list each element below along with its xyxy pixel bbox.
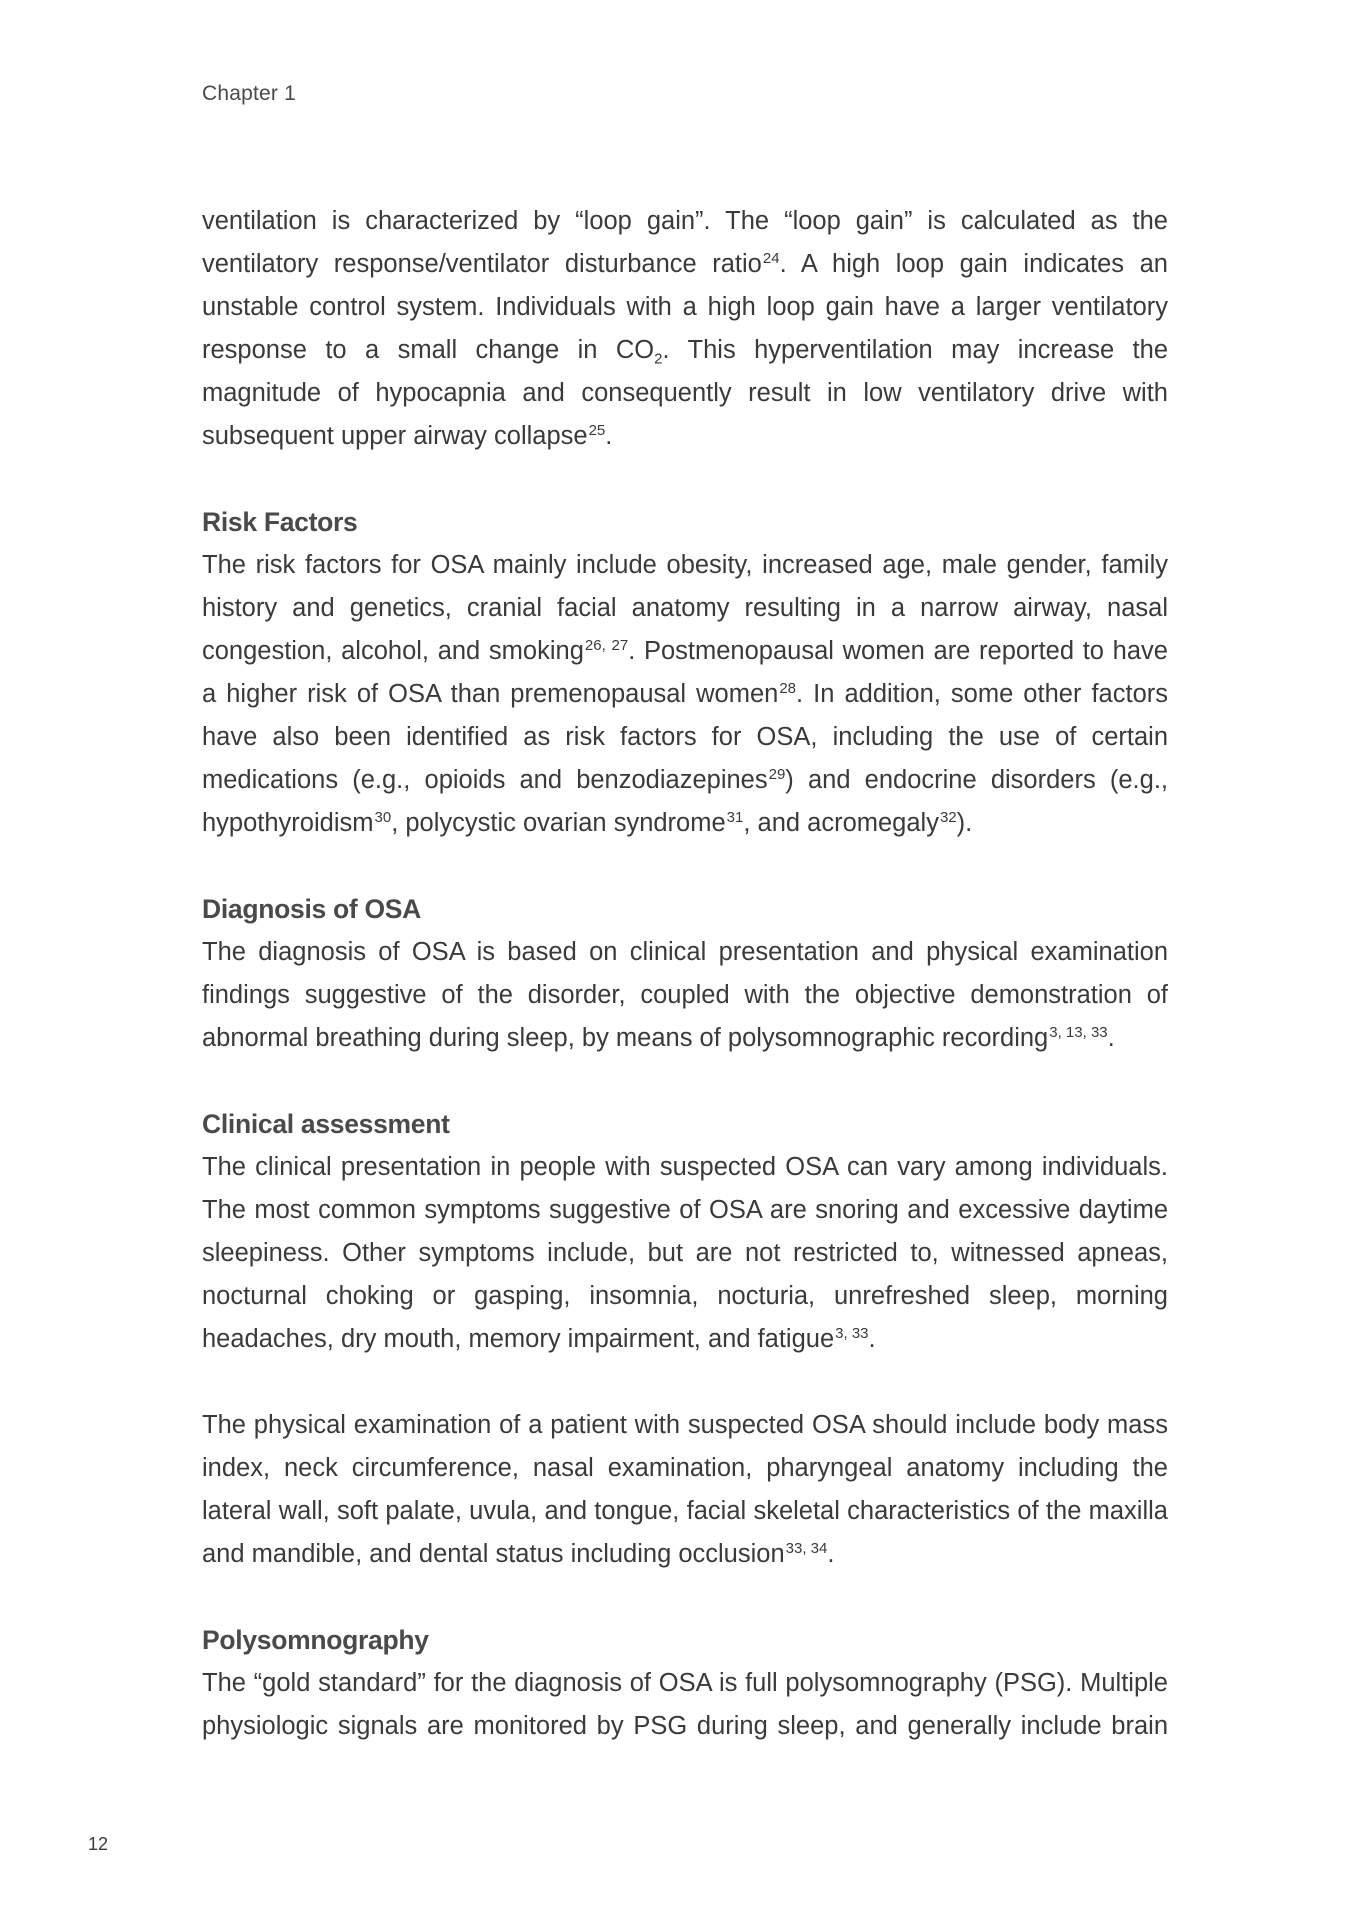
subscript: 2 — [654, 350, 663, 368]
citation: 3, 33 — [835, 1324, 869, 1342]
paragraph-loop-gain: ventilation is characterized by “loop gain”. The “loop gain” is calculated as the ventilatory response/ventilator disturbance ratio$^{24}$. A high loop gain indicates an unstable control system. Individuals with a high loop gain have a larger ventilatory response to a small change in $CO_2$. This hyperventilation may increase the magnitude of hypocapnia and consequently result in low ventilatory drive with subsequent upper airway collapse$^{25}$. — [202, 207, 1169, 450]
citation: 26, 27 — [584, 636, 629, 654]
page-number: 12 — [88, 1834, 109, 1854]
citation: 3, 13, 33 — [1049, 1023, 1108, 1041]
citation: 30 — [374, 808, 392, 826]
paragraph-clinical-assessment: The clinical presentation in people with suspected OSA can vary among individuals. The most common symptoms suggestive of OSA are snoring and excessive daytime sleepiness. Other symptoms include, but are not restricted to, witnessed apneas, nocturnal choking or gasping, insomnia, nocturia, unrefreshed sleep, morning headaches, dry mouth, memory impairment, and fatigue$^{3, 33}$. — [202, 1153, 1168, 1353]
running-header: Chapter 1 — [202, 82, 297, 105]
citation: 25 — [588, 421, 606, 439]
citation: 31 — [726, 808, 744, 826]
heading-diagnosis: Diagnosis of OSA — [202, 894, 422, 924]
heading-polysomnography: Polysomnography — [202, 1625, 429, 1655]
citation: 29 — [768, 765, 786, 783]
paragraph-polysomnography: The “gold standard” for the diagnosis of OSA is full polysomnography (PSG). Multiple physiologic signals are monitored by PSG during sleep, and generally include brain — [202, 1669, 1168, 1740]
paragraph-risk-factors: The risk factors for OSA mainly include obesity, increased age, male gender, family history and genetics, cranial facial anatomy resulting in a narrow airway, nasal congestion, alcohol, and smoking$^{26, 27}$. Postmenopausal women are reported to have a higher risk of OSA than premenopausal women$^{28}$. In addition, some other factors have also been identified as risk factors for OSA, including the use of certain medications (e.g., opioids and benzodiazepines$^{29}$) and endocrine disorders (e.g., hypothyroidism$^{30}$, polycystic ovarian syndrome$^{31}$, and acromegaly$^{32}$). — [202, 551, 1168, 837]
body-text — [202, 200, 1168, 1748]
citation: 28 — [779, 679, 797, 697]
paragraph-physical-examination: The physical examination of a patient with suspected OSA should include body mass index, neck circumference, nasal examination, pharyngeal anatomy including the lateral wall, soft palate, uvula, and tongue, facial skeletal characteristics of the maxilla and mandible, and dental status including occlusion$^{33, 34}$. — [202, 1411, 1168, 1568]
citation: 32 — [939, 808, 957, 826]
citation: 33, 34 — [785, 1539, 828, 1557]
citation: 24 — [762, 249, 780, 267]
heading-risk-factors: Risk Factors — [202, 507, 358, 537]
heading-clinical-assessment: Clinical assessment — [202, 1109, 450, 1139]
paragraph-diagnosis: The diagnosis of OSA is based on clinical presentation and physical examination findings suggestive of the disorder, coupled with the objective demonstration of abnormal breathing during sleep, by means of polysomnographic recording$^{3, 13, 33}$. — [202, 938, 1168, 1052]
